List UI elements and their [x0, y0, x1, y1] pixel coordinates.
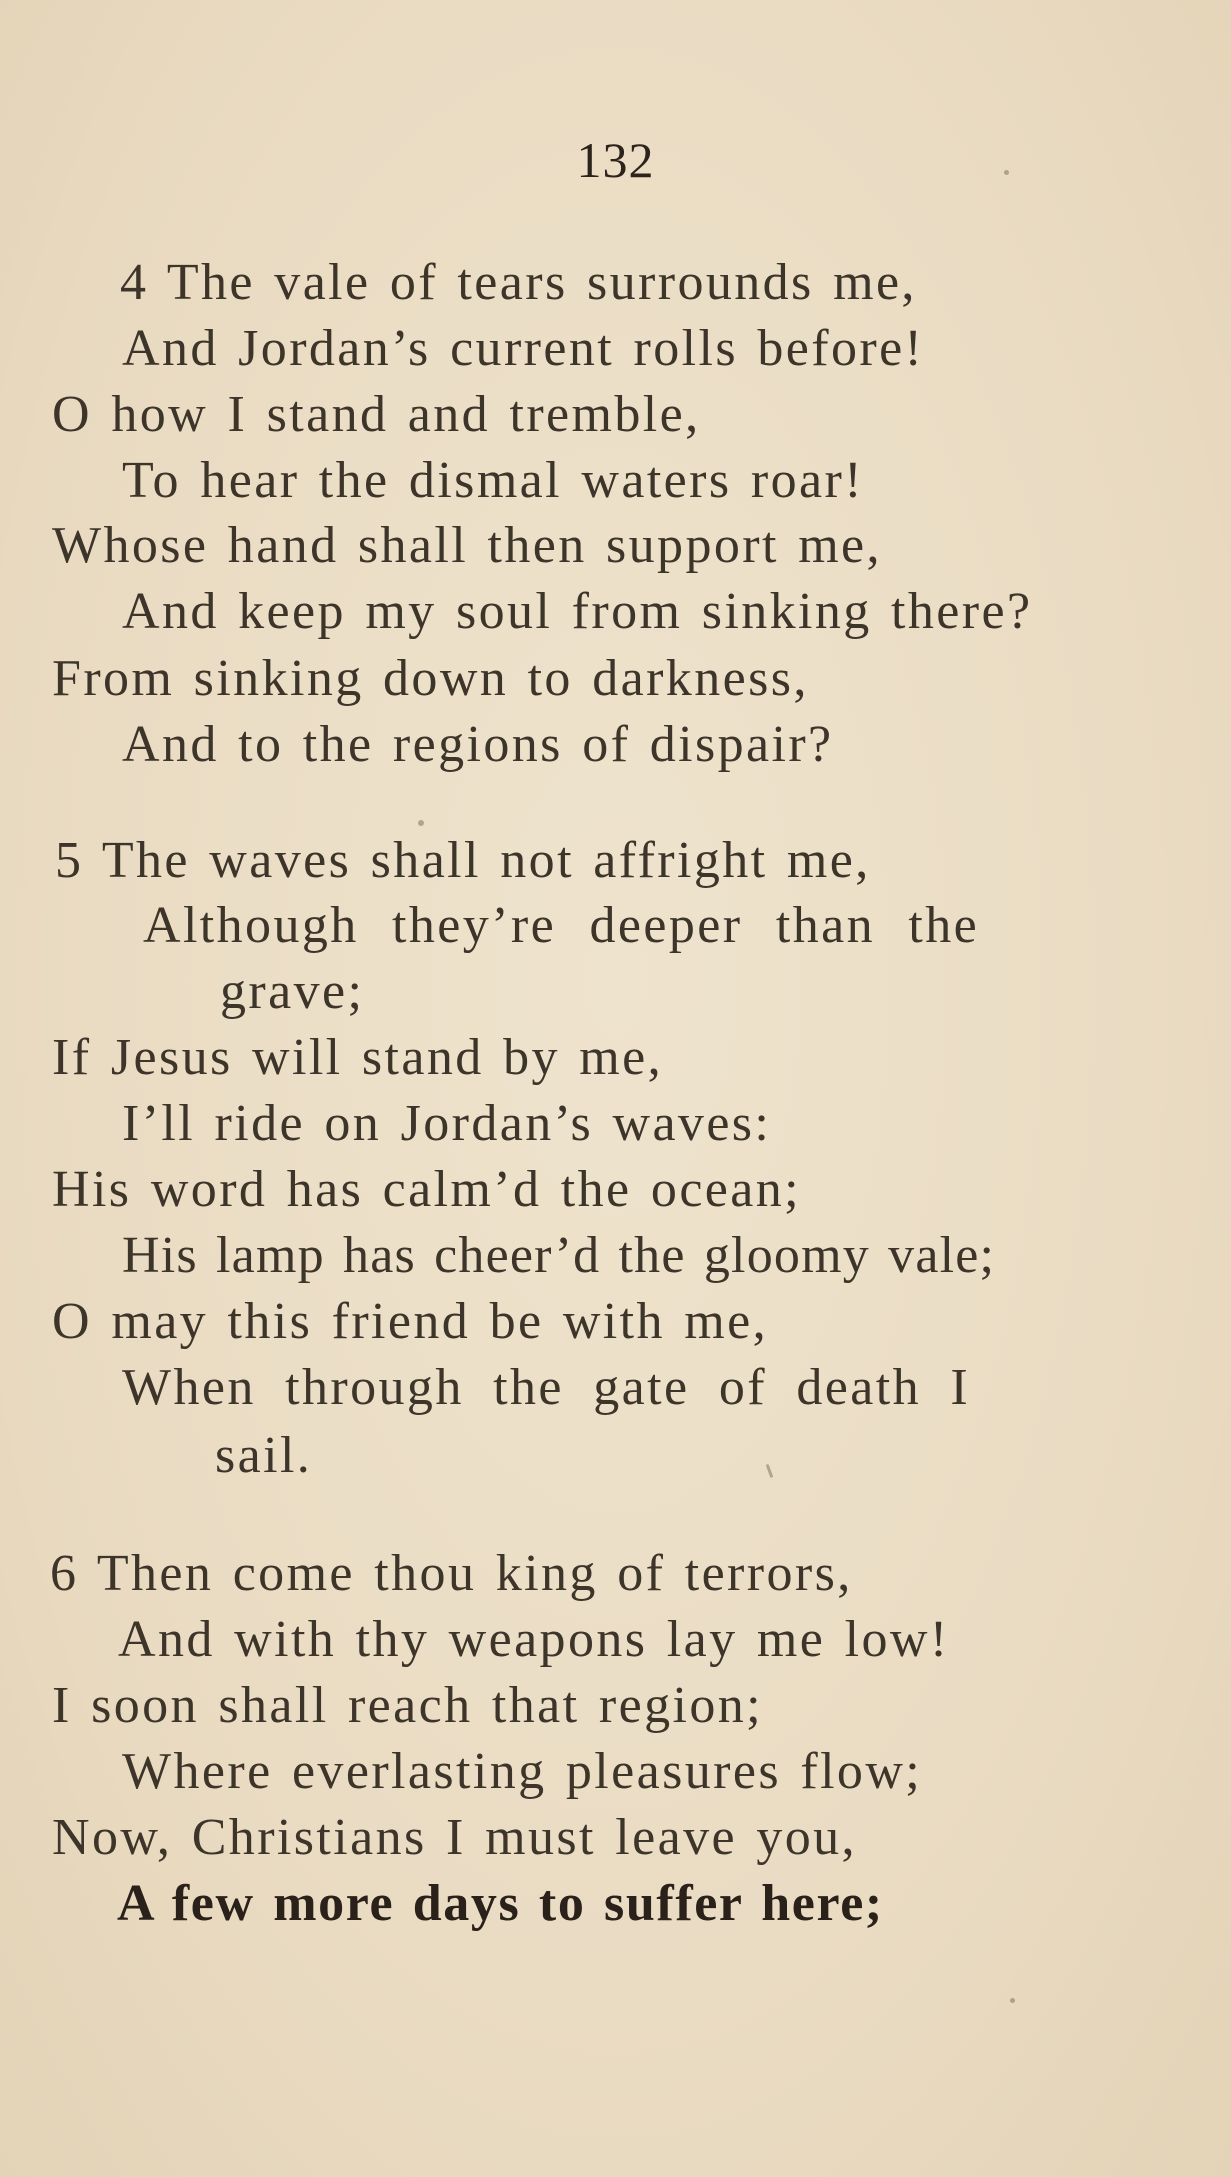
hymn-line: His word has calm’d the ocean; — [52, 1161, 802, 1218]
hymn-line: 5 The waves shall not affright me, — [55, 832, 871, 889]
hymn-line: grave; — [220, 963, 365, 1020]
hymn-line: And with thy weapons lay me low! — [118, 1611, 950, 1668]
hymn-line: O how I stand and tremble, — [52, 386, 701, 443]
paper-speck — [1010, 1998, 1015, 2003]
hymn-line: A few more days to suffer here; — [117, 1875, 884, 1932]
hymn-line: I’ll ride on Jordan’s waves: — [122, 1095, 772, 1152]
hymn-line: Now, Christians I must leave you, — [52, 1809, 857, 1866]
paper-speck — [418, 820, 424, 826]
hymn-line: Although they’re deeper than the — [143, 897, 980, 954]
hymn-line: His lamp has cheer’d the gloomy vale; — [122, 1227, 996, 1284]
hymn-line: And keep my soul from sinking there? — [122, 583, 1033, 640]
hymn-line: If Jesus will stand by me, — [52, 1029, 664, 1086]
paper-speck — [1004, 170, 1009, 175]
hymn-line: And Jordan’s current rolls before! — [122, 320, 925, 377]
hymn-line: And to the regions of dispair? — [122, 716, 834, 773]
page-number: 132 — [576, 132, 655, 188]
hymn-line: From sinking down to darkness, — [52, 650, 809, 707]
hymn-line: Whose hand shall then support me, — [52, 517, 882, 574]
paper-speck — [766, 1464, 774, 1478]
hymn-line: sail. — [215, 1427, 313, 1484]
hymn-line: I soon shall reach that region; — [52, 1677, 763, 1734]
hymn-line: Where everlasting pleasures flow; — [122, 1743, 923, 1800]
hymn-line: 4 The vale of tears surrounds me, — [120, 254, 917, 311]
hymn-line: O may this friend be with me, — [52, 1293, 769, 1350]
hymn-line: 6 Then come thou king of terrors, — [50, 1545, 853, 1602]
hymn-line: When through the gate of death I — [122, 1359, 971, 1416]
hymn-line: To hear the dismal waters roar! — [122, 452, 864, 509]
